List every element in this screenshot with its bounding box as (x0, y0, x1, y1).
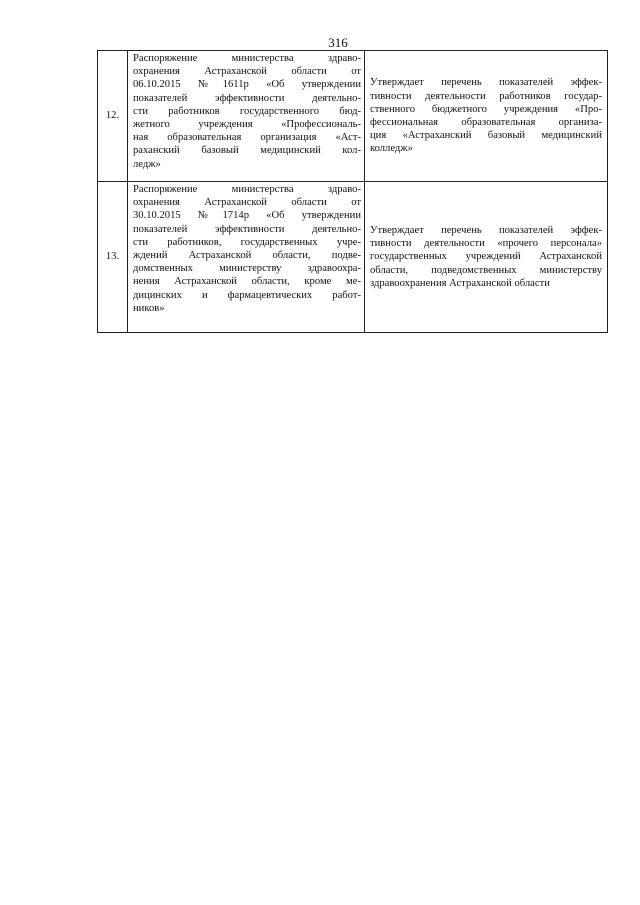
description-cell (365, 182, 608, 333)
description-line: здравоохранения Астраханской области (370, 277, 550, 289)
document-title-line: жетного учреждения «Профессиональ- (133, 119, 361, 131)
description-line: колледж» (370, 143, 413, 155)
table-row (98, 182, 608, 333)
description-line: фессиональная образовательная организа- (370, 117, 602, 128)
document-title-line: 30.10.2015 №1714р «Об утверждении (133, 210, 361, 222)
description-line: тивности деятельности «прочего персонала» (370, 238, 602, 250)
row-number: 13. (98, 182, 128, 333)
document-title-line: ников» (133, 302, 165, 314)
document-title-line: домственных министерству здравоохра- (133, 263, 361, 275)
document-title-line: дицинских и фармацевтических работ- (133, 289, 361, 301)
description-cell (365, 51, 608, 182)
document-title-line: 06.10.2015 №1611р «Об утверждении (133, 79, 361, 91)
page-number: 316 (328, 35, 348, 50)
table-row (98, 51, 608, 182)
description-line: тивности деятельности работников государ- (370, 90, 602, 102)
document-title-line: Распоряжение министерства здраво- (133, 184, 361, 195)
document-title-line: ледж» (133, 158, 161, 170)
document-title-cell (128, 182, 365, 333)
description-line: области, подведомственных министерству (370, 264, 602, 276)
document-title-line: нения Астраханской области, кроме ме- (133, 276, 361, 288)
row-number: 12. (98, 51, 128, 182)
document-title-line: показателей эффективности деятельно- (133, 92, 361, 104)
document-title-line: ждений Астраханской области, подве- (133, 250, 361, 262)
document-title-cell (128, 51, 365, 182)
description-line: государственных учреждений Астраханской (370, 251, 602, 263)
document-title-line: раханский базовый медицинский кол- (133, 145, 361, 157)
description-line: Утверждает перечень показателей эффек- (370, 224, 602, 236)
document-title-line: сти работников государственного бюд- (133, 105, 361, 117)
document-title-line: сти работников, государственных учре- (133, 236, 361, 248)
document-title-line: ная образовательная организация «Аст- (133, 132, 361, 144)
document-title-line: охранения Астраханской области от (133, 197, 361, 209)
description-line: ственного бюджетного учреждения «Про- (370, 103, 602, 115)
description-line: ция «Астраханский базовый медицинский (370, 130, 602, 142)
document-title-line: Распоряжение министерства здраво- (133, 53, 361, 64)
description-line: Утверждает перечень показателей эффек- (370, 77, 602, 89)
document-title-line: показателей эффективности деятельно- (133, 223, 361, 235)
document-table (97, 50, 608, 333)
document-title-line: охранения Астраханской области от (133, 66, 361, 78)
